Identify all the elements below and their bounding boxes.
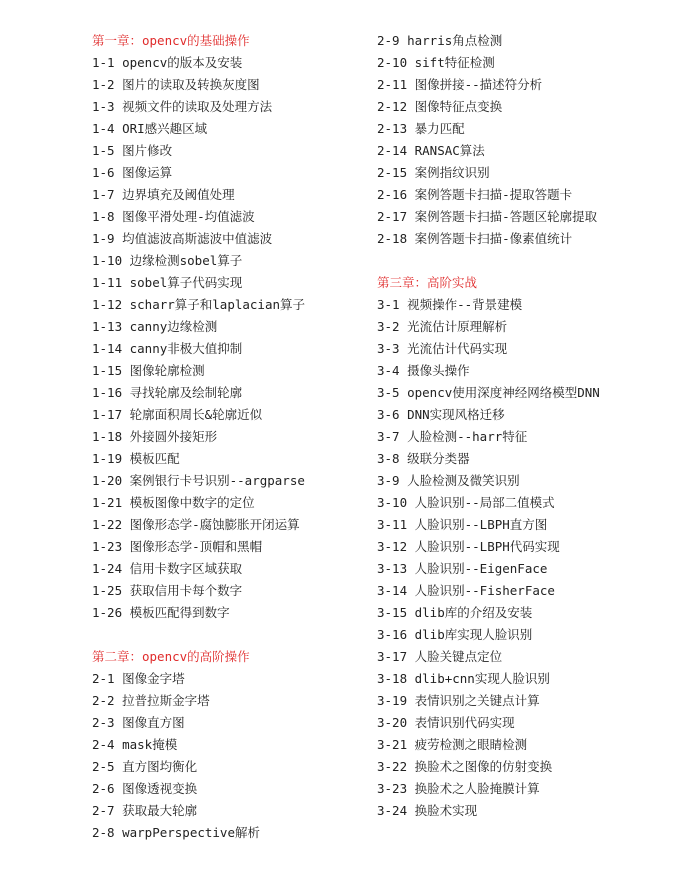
- toc-item: 1-24 信用卡数字区域获取: [92, 561, 243, 576]
- toc-item: 1-6 图像运算: [92, 165, 173, 180]
- toc-item: 1-10 边缘检测sobel算子: [92, 253, 243, 268]
- toc-item: 3-16 dlib库实现人脸识别: [377, 627, 533, 642]
- toc-item: 2-9 harris角点检测: [377, 33, 503, 48]
- toc-item: 1-12 scharr算子和laplacian算子: [92, 297, 306, 312]
- toc-item: 2-10 sift特征检测: [377, 55, 495, 70]
- toc-item: 1-17 轮廓面积周长&轮廓近似: [92, 407, 263, 422]
- toc-item: 2-8 warpPerspective解析: [92, 825, 260, 840]
- toc-item: 3-17 人脸关键点定位: [377, 649, 503, 664]
- toc-item: 1-7 边界填充及阈值处理: [92, 187, 235, 202]
- chapter-1-heading: 第一章：opencv的基础操作: [92, 33, 250, 48]
- spacer: [377, 250, 677, 272]
- toc-item: 2-12 图像特征点变换: [377, 99, 503, 114]
- toc-item: 3-18 dlib+cnn实现人脸识别: [377, 671, 550, 686]
- toc-item: 3-24 换脸术实现: [377, 803, 478, 818]
- toc-item: 3-2 光流估计原理解析: [377, 319, 508, 334]
- toc-item: 1-11 sobel算子代码实现: [92, 275, 243, 290]
- toc-item: 1-15 图像轮廓检测: [92, 363, 205, 378]
- toc-item: 1-3 视频文件的读取及处理方法: [92, 99, 273, 114]
- toc-item: 2-2 拉普拉斯金字塔: [92, 693, 210, 708]
- toc-item: 3-22 换脸术之图像的仿射变换: [377, 759, 553, 774]
- toc-item: 3-7 人脸检测--harr特征: [377, 429, 528, 444]
- toc-item: 2-6 图像透视变换: [92, 781, 198, 796]
- chapter-2-list-part2: [377, 30, 677, 250]
- toc-item: 3-12 人脸识别--LBPH代码实现: [377, 539, 560, 554]
- toc-item: 3-20 表情识别代码实现: [377, 715, 515, 730]
- toc-item: 2-3 图像直方图: [92, 715, 185, 730]
- chapter-3-list: [377, 294, 677, 822]
- toc-item: 1-4 ORI感兴趣区域: [92, 121, 208, 136]
- toc-item: 2-17 案例答题卡扫描-答题区轮廓提取: [377, 209, 598, 224]
- toc-item: 3-19 表情识别之关键点计算: [377, 693, 540, 708]
- toc-item: 2-15 案例指纹识别: [377, 165, 490, 180]
- toc-item: 1-16 寻找轮廓及绘制轮廓: [92, 385, 243, 400]
- toc-item: 3-9 人脸检测及微笑识别: [377, 473, 520, 488]
- toc-item: 3-13 人脸识别--EigenFace: [377, 561, 548, 576]
- toc-item: 1-14 canny非极大值抑制: [92, 341, 243, 356]
- toc-item: 2-13 暴力匹配: [377, 121, 465, 136]
- toc-item: 3-15 dlib库的介绍及安装: [377, 605, 533, 620]
- toc-item: 2-7 获取最大轮廓: [92, 803, 198, 818]
- right-column: [377, 30, 677, 822]
- toc-item: 1-19 模板匹配: [92, 451, 180, 466]
- toc-item: 1-20 案例银行卡号识别--argparse: [92, 473, 305, 488]
- toc-item: 3-4 摄像头操作: [377, 363, 470, 378]
- toc-item: 3-3 光流估计代码实现: [377, 341, 508, 356]
- toc-item: 1-2 图片的读取及转换灰度图: [92, 77, 260, 92]
- chapter-3-heading: 第三章：高阶实战: [377, 275, 478, 290]
- left-column: [92, 30, 392, 844]
- toc-item: 1-8 图像平滑处理-均值滤波: [92, 209, 255, 224]
- toc-item: 3-14 人脸识别--FisherFace: [377, 583, 555, 598]
- toc-item: 2-16 案例答题卡扫描-提取答题卡: [377, 187, 573, 202]
- toc-item: 1-22 图像形态学-腐蚀膨胀开闭运算: [92, 517, 300, 532]
- toc-item: 2-11 图像拼接--描述符分析: [377, 77, 543, 92]
- toc-item: 3-6 DNN实现风格迁移: [377, 407, 505, 422]
- chapter-2-list-part1: [92, 668, 392, 844]
- toc-item: 2-14 RANSAC算法: [377, 143, 485, 158]
- toc-item: 1-21 模板图像中数字的定位: [92, 495, 255, 510]
- toc-item: 2-1 图像金字塔: [92, 671, 185, 686]
- toc-item: 1-25 获取信用卡每个数字: [92, 583, 243, 598]
- chapter-1-list: [92, 52, 392, 624]
- toc-item: 1-18 外接圆外接矩形: [92, 429, 218, 444]
- toc-item: 2-4 mask掩模: [92, 737, 178, 752]
- toc-item: 1-26 模板匹配得到数字: [92, 605, 230, 620]
- toc-item: 1-1 opencv的版本及安装: [92, 55, 243, 70]
- toc-item: 1-5 图片修改: [92, 143, 173, 158]
- toc-item: 3-1 视频操作--背景建模: [377, 297, 523, 312]
- toc-item: 3-8 级联分类器: [377, 451, 470, 466]
- toc-item: 3-10 人脸识别--局部二值模式: [377, 495, 555, 510]
- toc-item: 3-5 opencv使用深度神经网络模型DNN: [377, 385, 600, 400]
- toc-item: 1-9 均值滤波高斯滤波中值滤波: [92, 231, 273, 246]
- toc-item: 3-21 疲劳检测之眼睛检测: [377, 737, 528, 752]
- chapter-2-heading: 第二章：opencv的高阶操作: [92, 649, 250, 664]
- toc-item: 1-23 图像形态学-顶帽和黑帽: [92, 539, 263, 554]
- spacer: [92, 624, 392, 646]
- toc-item: 3-23 换脸术之人脸掩膜计算: [377, 781, 540, 796]
- toc-item: 2-5 直方图均衡化: [92, 759, 198, 774]
- toc-item: 2-18 案例答题卡扫描-像素值统计: [377, 231, 573, 246]
- toc-item: 3-11 人脸识别--LBPH直方图: [377, 517, 548, 532]
- toc-item: 1-13 canny边缘检测: [92, 319, 218, 334]
